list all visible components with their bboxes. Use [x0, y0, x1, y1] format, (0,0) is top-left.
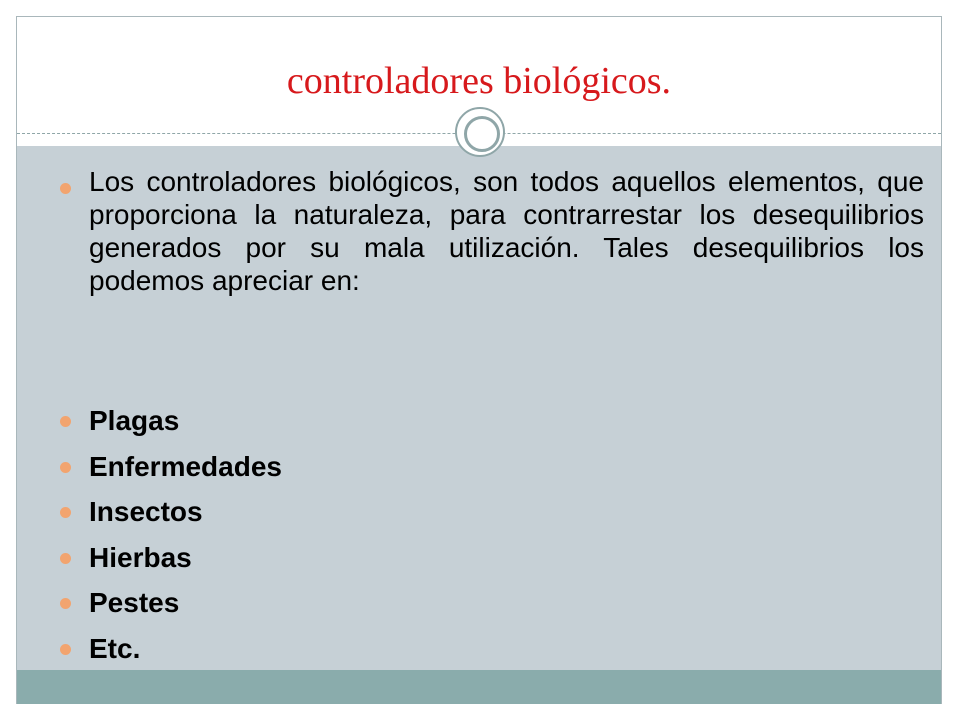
circle-ring-icon — [455, 107, 505, 157]
circle-ring-inner — [464, 116, 500, 152]
round-bullet-icon — [60, 183, 71, 194]
list-item — [60, 401, 760, 447]
round-bullet-icon — [60, 553, 71, 564]
intro-text: Los controladores biológicos, son todos aquellos elementos, que proporciona la naturaleza, para contrarrestar los desequilibrios generados por su mala utilización. Tales desequilibrios los podemos apreciar en: — [89, 166, 924, 296]
list-item-text: Insectos — [89, 496, 203, 527]
list-item — [60, 538, 760, 584]
round-bullet-icon — [60, 462, 71, 473]
list-item — [60, 447, 760, 493]
list-item — [60, 583, 760, 629]
round-bullet-icon — [60, 644, 71, 655]
intro-paragraph — [60, 165, 924, 297]
list-item-text: Enfermedades — [89, 450, 282, 482]
list-item-text: Etc. — [89, 632, 141, 664]
list-item-text: Pestes — [89, 587, 180, 618]
list-item-text: Plagas — [89, 405, 180, 436]
footer-bar — [17, 670, 941, 704]
list-item — [60, 629, 760, 675]
round-bullet-icon — [60, 598, 71, 609]
round-bullet-icon — [60, 416, 71, 427]
round-bullet-icon — [60, 507, 71, 518]
list-item — [60, 492, 760, 538]
bullet-list — [60, 401, 760, 674]
slide-title: controladores biológicos. — [286, 60, 672, 102]
list-item-text: Hierbas — [89, 541, 192, 573]
